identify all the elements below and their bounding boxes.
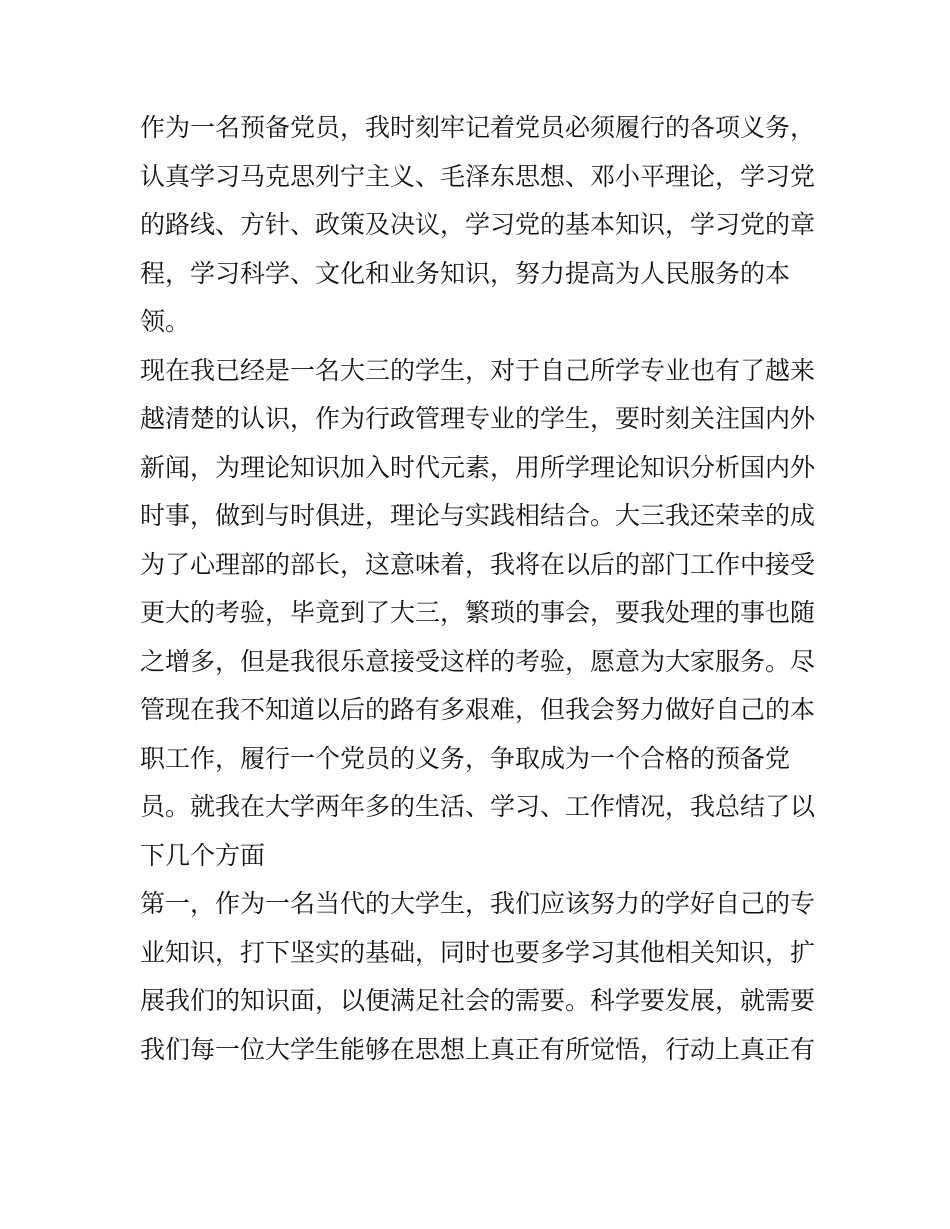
text-line: 现在我已经是一名大三的学生，对于自己所学专业也有了越来 <box>140 355 816 385</box>
text-line: 展我们的知识面，以便满足社会的需要。科学要发展，就需要 <box>140 986 816 1015</box>
text-line: 员。就我在大学两年多的生活、学习、工作情况，我总结了以 <box>140 792 816 821</box>
text-line: 我们每一位大学生能够在思想上真正有所觉悟，行动上真正有 <box>140 1034 816 1064</box>
text-line: 越清楚的认识，作为行政管理专业的学生，要时刻关注国内外 <box>140 404 816 433</box>
text-line: 第一，作为一名当代的大学生，我们应该努力的学好自己的专 <box>140 889 816 918</box>
document-body <box>140 104 820 1074</box>
text-line: 程，学习科学、文化和业务知识，努力提高为人民服务的本 <box>140 258 791 288</box>
text-line: 管现在我不知道以后的路有多艰难，但我会努力做好自己的本 <box>140 695 816 724</box>
text-line: 下几个方面 <box>140 840 266 870</box>
text-line: 业知识，打下坚实的基础，同时也要多学习其他相关知识，扩 <box>140 937 816 967</box>
text-line: 的路线、方针、政策及决议，学习党的基本知识，学习党的章 <box>140 210 816 239</box>
text-line: 领。 <box>140 307 191 336</box>
text-line: 职工作，履行一个党员的义务，争取成为一个合格的预备党 <box>140 743 791 773</box>
text-line: 认真学习马克思列宁主义、毛泽东思想、邓小平理论，学习党 <box>140 161 816 191</box>
text-line: 之增多，但是我很乐意接受这样的考验，愿意为大家服务。尽 <box>140 646 816 676</box>
text-line: 时事，做到与时俱进，理论与实践相结合。大三我还荣幸的成 <box>140 501 816 530</box>
text-line: 为了心理部的部长，这意味着，我将在以后的部门工作中接受 <box>140 549 816 579</box>
text-line: 作为一名预备党员，我时刻牢记着党员必须履行的各项义务， <box>140 113 816 142</box>
text-line: 更大的考验，毕竟到了大三，繁琐的事会，要我处理的事也随 <box>140 598 816 627</box>
text-line: 新闻，为理论知识加入时代元素，用所学理论知识分析国内外 <box>140 452 816 482</box>
